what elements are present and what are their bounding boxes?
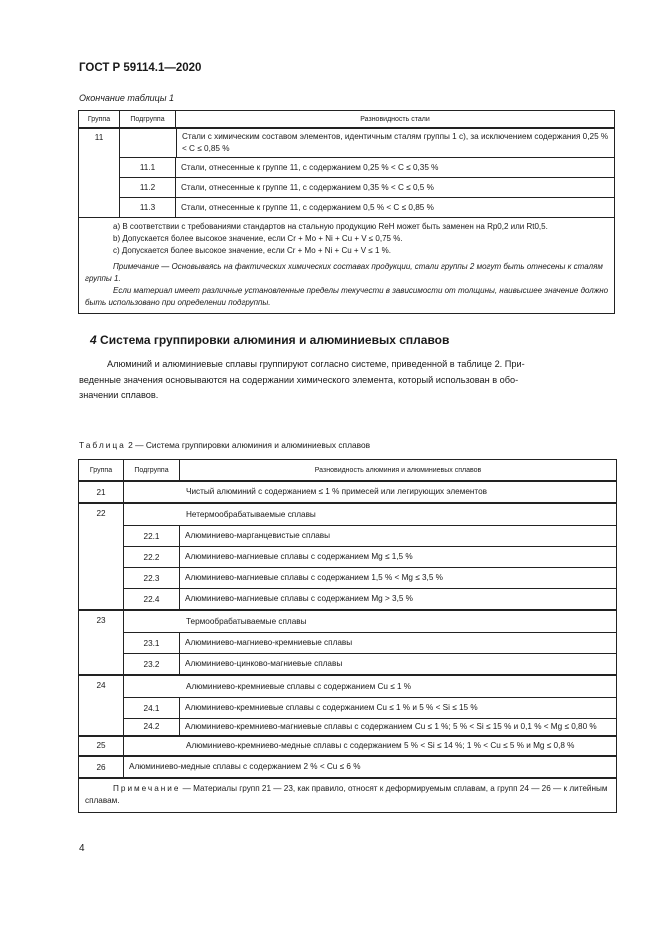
- table-2: [78, 459, 617, 813]
- document-header: ГОСТ Р 59114.1—2020: [79, 62, 202, 74]
- subgroup-description: Стали, отнесенные к группе 11, с содержанием 0,25 % < C ≤ 0,35 %: [176, 158, 615, 178]
- section-heading: [90, 333, 449, 347]
- table-row: [79, 654, 617, 676]
- subgroup-number: 23.2: [124, 654, 180, 676]
- section-number: 4: [90, 333, 97, 347]
- caption-text: 2 — Система группировки алюминия и алюминиевых сплавов: [125, 440, 371, 450]
- paragraph-line: веденные значения основываются на содержании химического элемента, который использован в обо-: [79, 374, 519, 385]
- group-11: 11: [79, 128, 120, 218]
- group-22: 22: [79, 503, 124, 610]
- group-21-description: Чистый алюминий с содержанием ≤ 1 % примесей или легирующих элементов: [124, 481, 617, 503]
- group-23: 23: [79, 610, 124, 675]
- group-23-description: Термообрабатываемые сплавы: [124, 610, 617, 633]
- subgroup-description: Алюминиево-цинково-магниевые сплавы: [180, 654, 617, 676]
- table-1-note: Примечание — Основываясь на фактических химических составах продукции, стали группы 2 могут быть отнесены к сталям группы 1.: [85, 262, 603, 283]
- table-row: [79, 503, 617, 526]
- subgroup-description: Алюминиево-магниево-кремниевые сплавы: [180, 633, 617, 654]
- subgroup-description: Алюминиево-марганцевистые сплавы: [180, 526, 617, 547]
- page-number: 4: [79, 843, 85, 854]
- caption-word: Таблица: [79, 440, 126, 450]
- subgroup-description: Алюминиево-магниевые сплавы с содержанием 1,5 % < Mg ≤ 3,5 %: [180, 568, 617, 589]
- table-2-note: [79, 778, 617, 813]
- footnote-a: а) В соответствии с требованиями стандартов на стальную продукцию ReH может быть заменен на Rp0,2 или Rt0,5.: [113, 222, 548, 231]
- group-26: 26: [79, 756, 124, 778]
- table-2-caption: [79, 440, 370, 450]
- subgroup-number: 11.1: [120, 158, 176, 178]
- subgroup-number: 22.1: [124, 526, 180, 547]
- group-25-description: Алюминиево-кремниево-медные сплавы с содержанием 5 % < Si ≤ 14 %; 1 % < Cu ≤ 5 % и Mg ≤ 0,8 %: [124, 736, 617, 756]
- table-1-notes: [79, 218, 615, 314]
- group-22-description: Нетермообрабатываемые сплавы: [124, 503, 617, 526]
- table-row: [79, 736, 617, 756]
- table-row: [79, 568, 617, 589]
- footnote-c: c) Допускается более высокое значение, если Cr + Mo + Ni + Cu + V ≤ 1 %.: [113, 246, 391, 255]
- group-21: 21: [79, 481, 124, 503]
- table-row: [79, 526, 617, 547]
- group-24: 24: [79, 675, 124, 736]
- subgroup-number: 11.2: [120, 178, 176, 198]
- table-row: [79, 675, 617, 698]
- footnote-b: b) Допускается более высокое значение, если Cr + Mo + Ni + Cu + V ≤ 0,75 %.: [113, 234, 403, 243]
- subgroup-number: 22.2: [124, 547, 180, 568]
- subgroup-number: 22.3: [124, 568, 180, 589]
- table-row: [79, 698, 617, 719]
- table-row: [79, 719, 617, 737]
- table-row: [79, 158, 615, 178]
- table-row: [79, 756, 617, 778]
- col-header-subgroup: Подгруппа: [120, 111, 176, 129]
- section-paragraph: [79, 357, 616, 404]
- col-header-steel-type: Разновидность стали: [176, 111, 615, 129]
- subgroup-description: Стали, отнесенные к группе 11, с содержанием 0,5 % < C ≤ 0,85 %: [176, 198, 615, 218]
- note-text: — Материалы групп 21 — 23, как правило, относят к деформируемым сплавам, а групп 24 — 26 — к литейным сплавам.: [85, 784, 608, 805]
- group-26-description: Алюминиево-медные сплавы с содержанием 2 % < Cu ≤ 6 %: [124, 756, 617, 778]
- col-header-group: Группа: [79, 111, 120, 129]
- table-row: [79, 547, 617, 568]
- subgroup-number: 23.1: [124, 633, 180, 654]
- paragraph-line: Алюминий и алюминиевые сплавы группируют согласно системе, приведенной в таблице 2. При-: [107, 359, 525, 369]
- table-row: [79, 633, 617, 654]
- table-1-note-extra: Если материал имеет различные установленные пределы текучести в зависимости от толщины, наивысшее значение должно быть использовано при определении подгруппы.: [85, 286, 609, 307]
- table-row: [79, 610, 617, 633]
- subgroup-description: Алюминиево-кремниево-магниевые сплавы с содержанием Cu ≤ 1 %; 5 % < Si ≤ 15 % и 0,1 % < Mg ≤ 0,80 %: [180, 719, 617, 737]
- group-11-description: Стали с химическим составом элементов, идентичным сталям группы 1 с), за исключением содержания 0,25 % < C ≤ 0,85 %: [176, 129, 614, 157]
- paragraph-line: значении сплавов.: [79, 390, 159, 400]
- table-row: [79, 178, 615, 198]
- col-header-aluminium-type: Разновидность алюминия и алюминиевых сплавов: [180, 460, 617, 482]
- subgroup-number: 24.2: [124, 719, 180, 737]
- table-row: [79, 589, 617, 611]
- subgroup-number: 24.1: [124, 698, 180, 719]
- note-word: Примечание: [113, 784, 181, 793]
- subgroup-description: Алюминиево-кремниевые сплавы с содержанием Cu ≤ 1 % и 5 % < Si ≤ 15 %: [180, 698, 617, 719]
- table-row: [79, 198, 615, 218]
- subgroup-number: 11.3: [120, 198, 176, 218]
- table-1-continuation: [78, 110, 615, 314]
- table-row: [79, 481, 617, 503]
- group-25: 25: [79, 736, 124, 756]
- subgroup-description: Алюминиево-магниевые сплавы с содержанием Mg ≤ 1,5 %: [180, 547, 617, 568]
- subgroup-number: 22.4: [124, 589, 180, 611]
- col-header-subgroup: Подгруппа: [124, 460, 180, 482]
- group-24-description: Алюминиево-кремниевые сплавы с содержанием Cu ≤ 1 %: [124, 675, 617, 698]
- subgroup-description: Стали, отнесенные к группе 11, с содержанием 0,35 % < C ≤ 0,5 %: [176, 178, 615, 198]
- subgroup-description: Алюминиево-магниевые сплавы с содержанием Mg > 3,5 %: [180, 589, 617, 611]
- section-title: Система группировки алюминия и алюминиевых сплавов: [100, 333, 450, 347]
- col-header-group: Группа: [79, 460, 124, 482]
- table-continuation-caption: Окончание таблицы 1: [79, 93, 174, 103]
